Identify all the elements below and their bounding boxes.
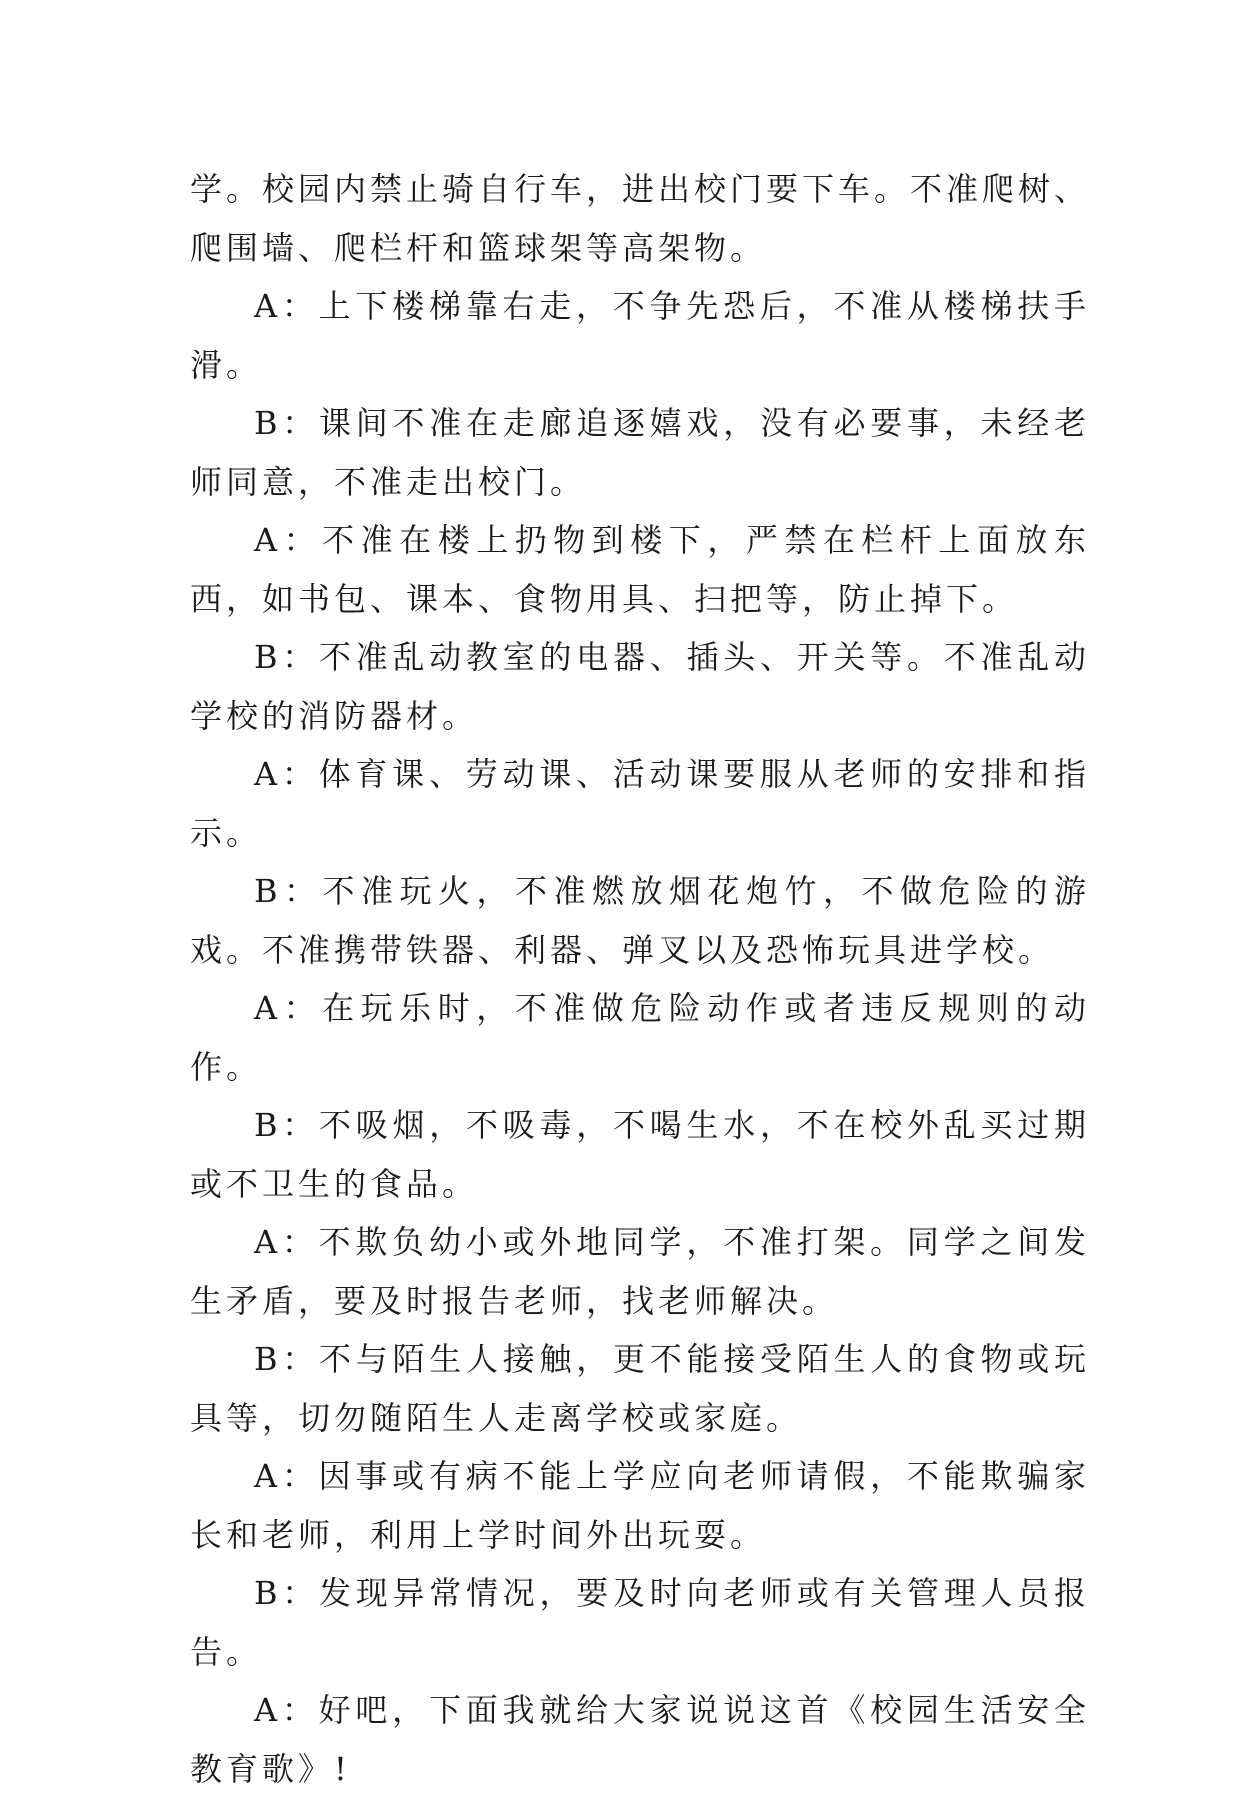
paragraph-dialogue: B：不准乱动教室的电器、插头、开关等。不准乱动学校的消防器材。: [190, 638, 1090, 735]
paragraph-dialogue: A：因事或有病不能上学应向老师请假，不能欺骗家长和老师，利用上学时间外出玩耍。: [190, 1457, 1090, 1554]
paragraph-dialogue: A：体育课、劳动课、活动课要服从老师的安排和指示。: [190, 755, 1090, 852]
document-body: [190, 160, 1090, 1798]
paragraph-dialogue: A：好吧，下面我就给大家说说这首《校园生活安全教育歌》!: [190, 1691, 1090, 1788]
paragraph-continued: 学。校园内禁止骑自行车，进出校门要下车。不准爬树、爬围墙、爬栏杆和篮球架等高架物。: [190, 170, 1091, 267]
paragraph-dialogue: B：发现异常情况，要及时向老师或有关管理人员报告。: [190, 1574, 1090, 1671]
paragraph-dialogue: A：在玩乐时，不准做危险动作或者违反规则的动作。: [190, 989, 1090, 1086]
paragraph-dialogue: A：不准在楼上扔物到楼下，严禁在栏杆上面放东西，如书包、课本、食物用具、扫把等，防止掉下。: [190, 521, 1090, 618]
paragraph-dialogue: B：不吸烟，不吸毒，不喝生水，不在校外乱买过期或不卫生的食品。: [190, 1106, 1090, 1203]
paragraph-dialogue: B：不与陌生人接触，更不能接受陌生人的食物或玩具等，切勿随陌生人走离学校或家庭。: [190, 1340, 1090, 1437]
paragraph-dialogue: A：上下楼梯靠右走，不争先恐后，不准从楼梯扶手滑。: [190, 287, 1090, 384]
paragraph-dialogue: A：不欺负幼小或外地同学，不准打架。同学之间发生矛盾，要及时报告老师，找老师解决。: [190, 1223, 1090, 1320]
paragraph-dialogue: B：课间不准在走廊追逐嬉戏，没有必要事，未经老师同意，不准走出校门。: [190, 404, 1090, 501]
paragraph-dialogue: B：不准玩火，不准燃放烟花炮竹，不做危险的游戏。不准携带铁器、利器、弹叉以及恐怖玩具进学校。: [190, 872, 1090, 969]
